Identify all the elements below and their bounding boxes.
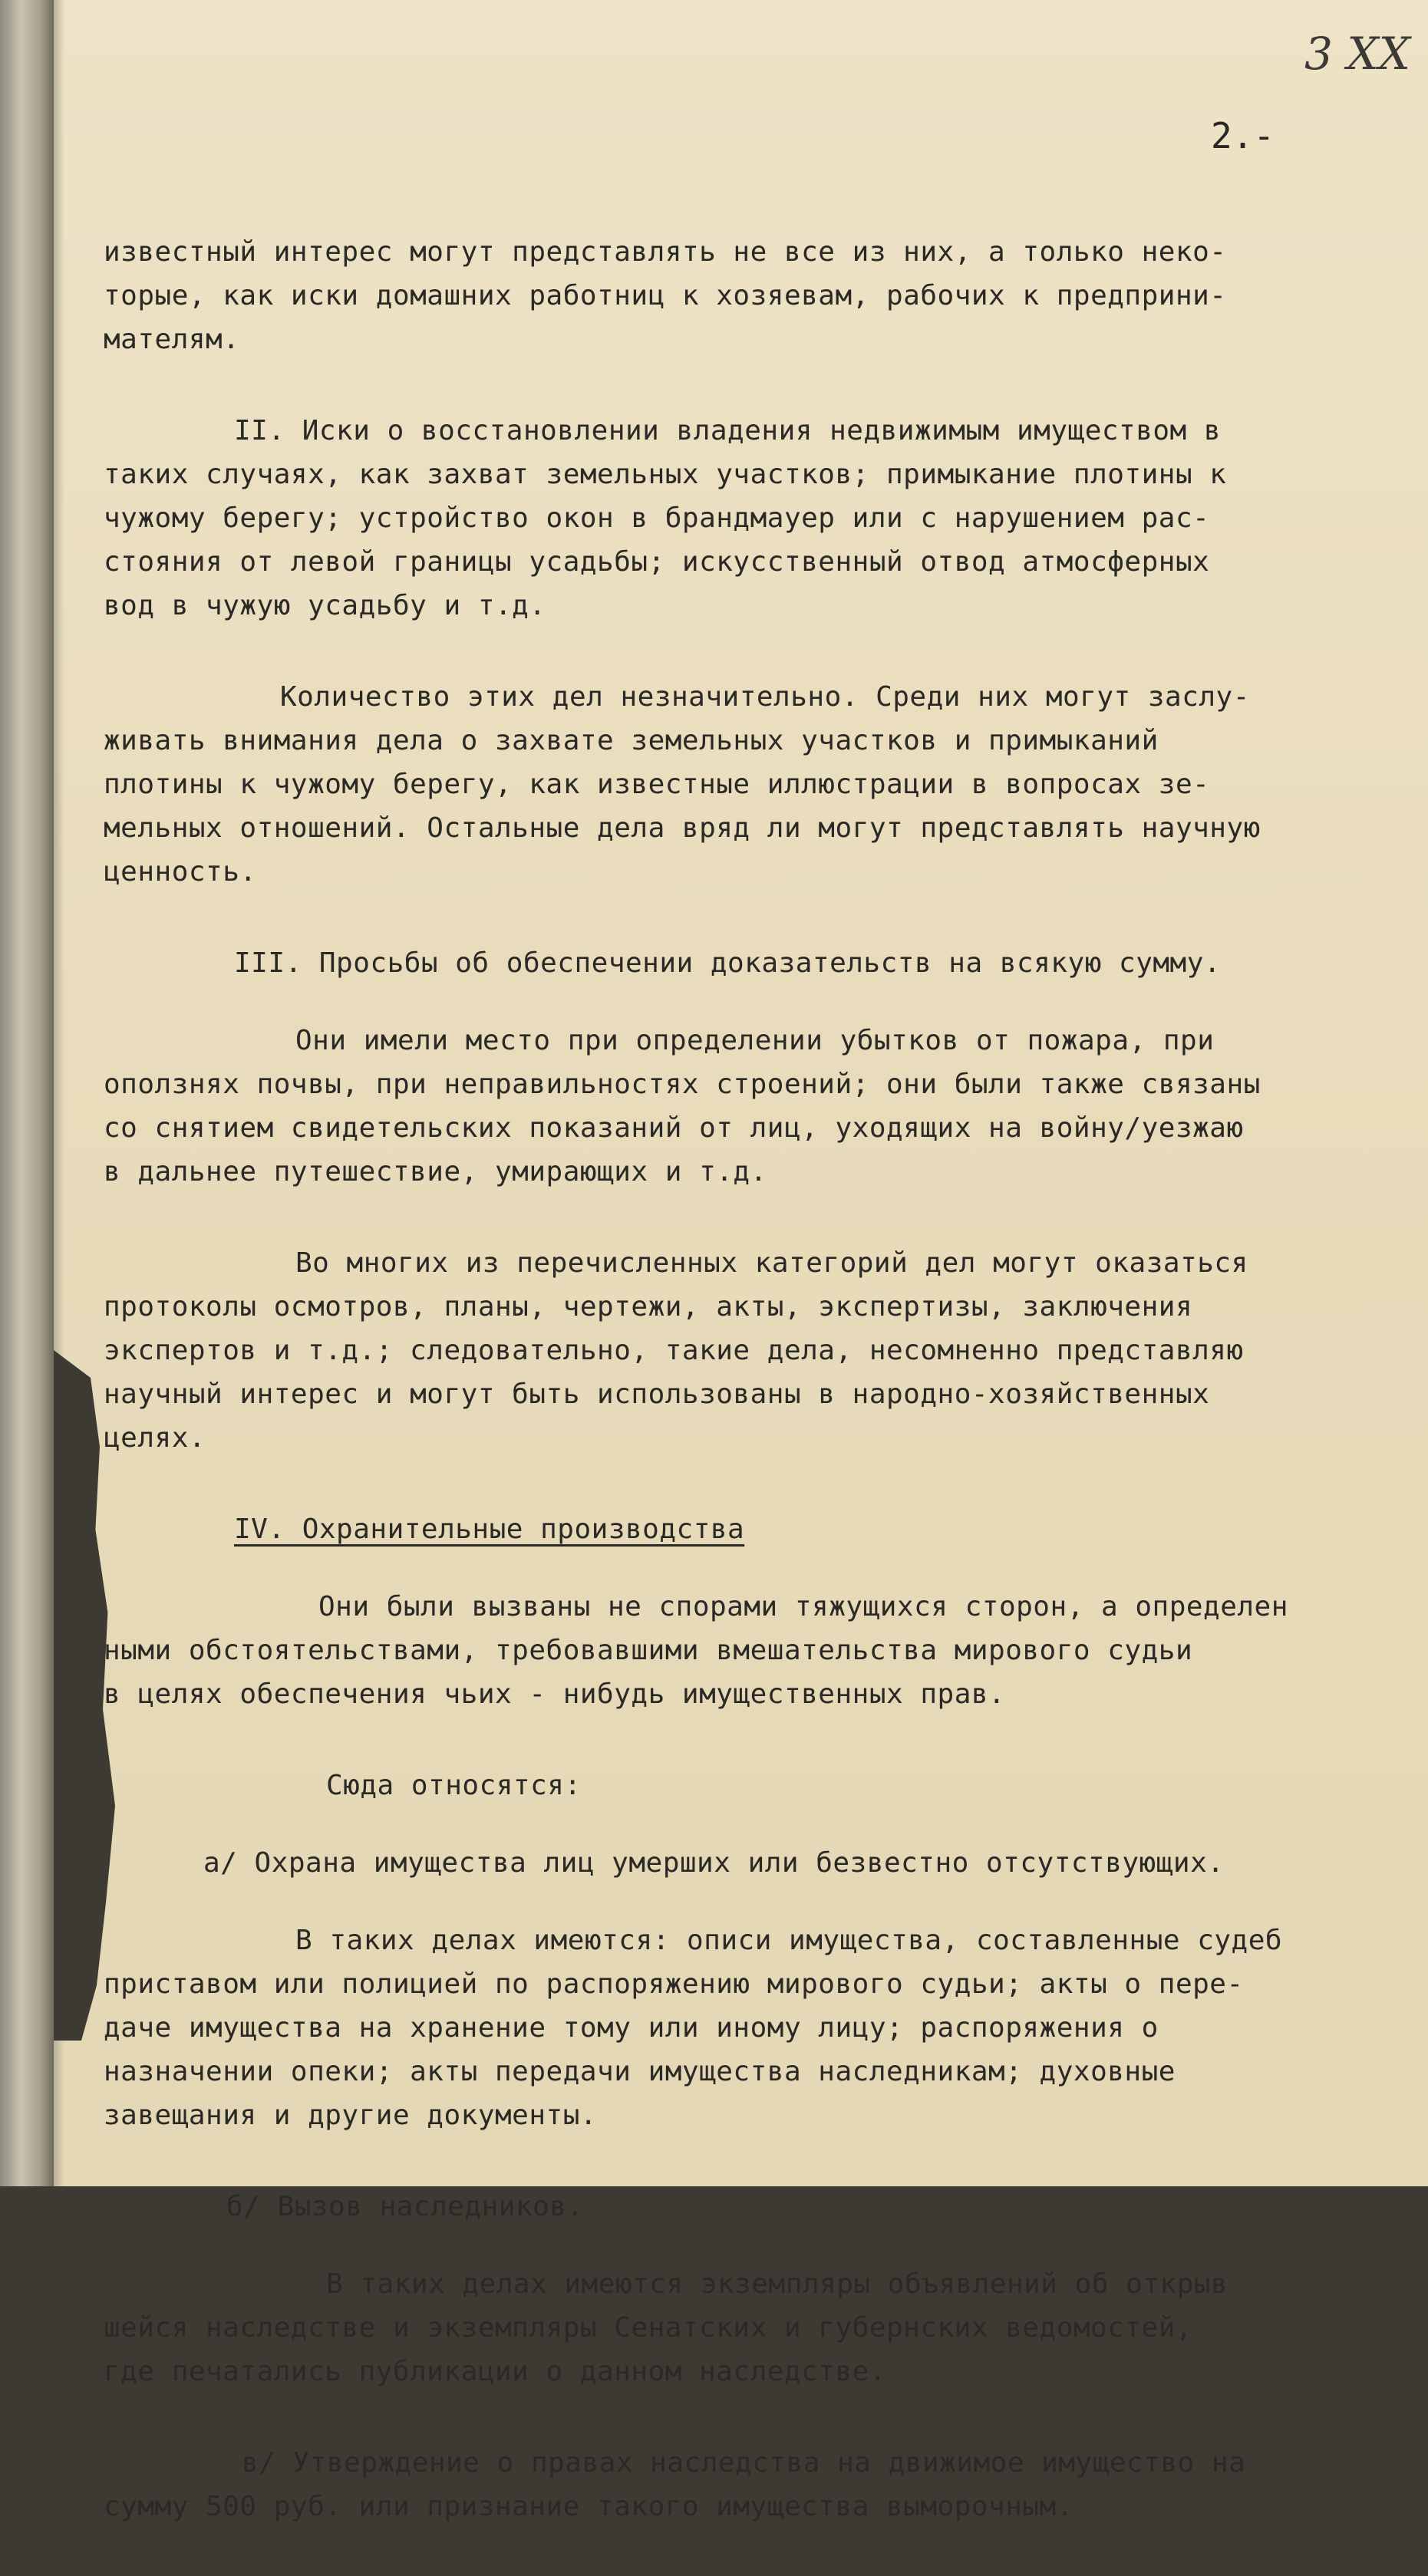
section-heading: III. Просьбы об обеспечении доказательств на всякую сумму. [234, 947, 1222, 979]
text-line: В таких делах имеются экземпляры объявлений об открыв [326, 2268, 1228, 2300]
text-line: Они имели место при определении убытков от пожара, при [295, 1025, 1215, 1056]
subsection-heading: а/ Охрана имущества лиц умерших или безвестно отсутствующих. [203, 1847, 1225, 1879]
text-line: вод в чужую усадьбу и т.д. [104, 590, 546, 621]
text-line: в целях обеспечения чьих - нибудь имущественных прав. [104, 1678, 1006, 1710]
document-body [104, 230, 1393, 2576]
subsection-heading: б/ Вызов наследников. [226, 2191, 584, 2222]
text-line: приставом или полицией по распоряжению мирового судьи; акты о пере- [104, 1968, 1244, 2000]
paragraph-8 [104, 1585, 1393, 1716]
subheading-c [104, 2441, 1393, 2528]
text-line: торые, как иски домашних работниц к хозяевам, рабочих к предприни- [104, 280, 1227, 311]
text-line: назначении опеки; акты передачи имущества наследникам; духовные [104, 2056, 1176, 2087]
text-line: экспертов и т.д.; следовательно, такие дела, несомненно представляю [104, 1335, 1244, 1366]
text-line: II. Иски о восстановлении владения недвижимым имуществом в [234, 415, 1222, 446]
text-line: протоколы осмотров, планы, чертежи, акты, экспертизы, заключения [104, 1291, 1193, 1323]
archive-folio-mark: 3 XX [1304, 28, 1410, 80]
text-line: целях. [104, 1422, 206, 1454]
text-line: в дальнее путешествие, умирающих и т.д. [104, 1156, 767, 1188]
section-heading: IV. Охранительные производства [234, 1514, 745, 1545]
subheading-a [104, 1841, 1393, 1885]
text-line: Сюда относятся: [326, 1770, 582, 1801]
paragraph-3 [104, 675, 1393, 894]
text-line: известный интерес могут представлять не все из них, а только неко- [104, 236, 1227, 268]
paragraph-2 [104, 409, 1393, 628]
text-line: Во многих из перечисленных категорий дел могут оказаться [295, 1247, 1248, 1279]
text-line: Количество этих дел незначительно. Среди них могут заслу- [280, 681, 1250, 713]
text-line: живать внимания дела о захвате земельных участков и примыканий [104, 725, 1159, 756]
text-line: оползнях почвы, при неправильностях строений; они были также связаны [104, 1069, 1261, 1100]
paragraph-6 [104, 1241, 1393, 1460]
section-heading-4 [104, 1507, 1393, 1551]
page-number: 2.- [1211, 115, 1275, 156]
paragraph-13 [104, 2262, 1393, 2393]
text-line: завещания и другие документы. [104, 2100, 598, 2131]
text-line: таких случаях, как захват земельных участков; примыкание плотины к [104, 459, 1227, 490]
text-line: шейся наследстве и экземпляры Сенатских и губернских ведомостей, [104, 2312, 1193, 2344]
text-line: стояния от левой границы усадьбы; искусственный отвод атмосферных [104, 546, 1210, 578]
subheading-b [104, 2185, 1393, 2228]
subsection-heading: в/ Утверждение о правах наследства на движимое имущество на [242, 2447, 1246, 2479]
text-line: сумму 500 руб. или признание такого имущества выморочным. [104, 2491, 1073, 2522]
text-line: В таких делах имеются: описи имущества, составленные судеб [295, 1925, 1283, 1956]
text-line: даче имущества на хранение тому или иному лицу; распоряжения о [104, 2012, 1159, 2044]
text-line: мельных отношений. Остальные дела вряд ли могут представлять научную [104, 812, 1261, 844]
paragraph-1 [104, 230, 1393, 361]
text-line: ценность. [104, 856, 257, 888]
paragraph-11 [104, 1919, 1393, 2137]
text-line: мателям. [104, 324, 240, 355]
text-line: Они были вызваны не спорами тяжущихся сторон, а определен [318, 1591, 1288, 1622]
text-line: плотины к чужому берегу, как известные иллюстрации в вопросах зе- [104, 769, 1210, 800]
text-line: где печатались публикации о данном наследстве. [104, 2356, 886, 2387]
text-line: со снятием свидетельских показаний от лиц, уходящих на войну/уезжаю [104, 1112, 1244, 1144]
paragraph-9 [104, 1764, 1393, 1807]
document-binding [0, 0, 54, 2186]
text-line: ными обстоятельствами, требовавшими вмешательства мирового судьи [104, 1635, 1193, 1666]
section-heading-3 [104, 941, 1393, 985]
text-line: чужому берегу; устройство окон в брандмауер или с нарушением рас- [104, 502, 1210, 534]
text-line: научный интерес и могут быть использованы в народно-хозяйственных [104, 1379, 1210, 1410]
paragraph-5 [104, 1019, 1393, 1194]
